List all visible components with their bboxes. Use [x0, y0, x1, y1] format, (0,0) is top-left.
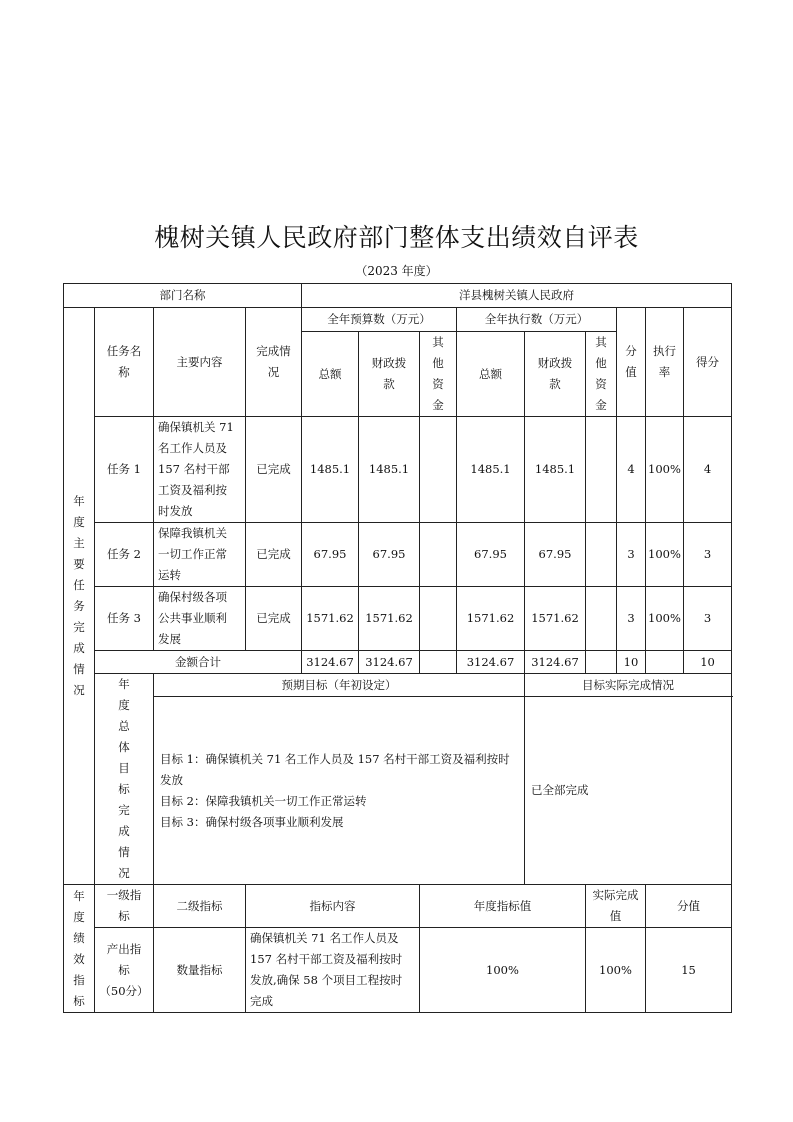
header-exec-other: 其 他 资 金	[586, 332, 617, 417]
header-budget-total: 总额	[302, 332, 359, 417]
header-annual-value: 年度指标值	[420, 885, 586, 928]
task-exec-other	[586, 587, 617, 651]
task-status: 已完成	[246, 417, 302, 523]
task-content: 确保镇机关 71 名工作人员及 157 名村干部 工资及福利按 时发放	[154, 417, 246, 523]
task-rate: 100%	[646, 523, 684, 587]
task-name: 任务 2	[95, 523, 154, 587]
task-points: 4	[617, 417, 646, 523]
task-score: 3	[684, 523, 732, 587]
task-budget-other	[420, 417, 457, 523]
header-exec-fiscal: 财政拨 款	[525, 332, 586, 417]
section-goals-label: 年 度 总 体 目 标 完 成 情 况	[95, 674, 154, 885]
totals-budget-fiscal: 3124.67	[359, 651, 420, 674]
task-score: 4	[684, 417, 732, 523]
task-content: 保障我镇机关 一切工作正常 运转	[154, 523, 246, 587]
task-budget-fiscal: 67.95	[359, 523, 420, 587]
indicator-level2: 数量指标	[154, 928, 246, 1013]
totals-rate	[646, 651, 684, 674]
year-label: （2023 年度）	[355, 264, 438, 278]
totals-budget-total: 3124.67	[302, 651, 359, 674]
header-exec-rate: 执行 率	[646, 308, 684, 417]
header-completion: 完成情 况	[246, 308, 302, 417]
task-row	[64, 523, 732, 587]
totals-exec-fiscal: 3124.67	[525, 651, 586, 674]
header-score-value: 分 值	[617, 308, 646, 417]
task-row	[64, 417, 732, 523]
dept-row	[64, 284, 732, 308]
indicators-header-row	[64, 885, 732, 928]
task-name: 任务 3	[95, 587, 154, 651]
header-budget-other: 其 他 资 金	[420, 332, 457, 417]
indicator-row	[64, 928, 732, 1013]
task-exec-total: 1571.62	[457, 587, 525, 651]
evaluation-table	[63, 283, 732, 1013]
header-budget-fiscal: 财政拨 款	[359, 332, 420, 417]
header-level2: 二级指标	[154, 885, 246, 928]
task-points: 3	[617, 523, 646, 587]
task-budget-total: 1485.1	[302, 417, 359, 523]
task-exec-other	[586, 417, 617, 523]
task-budget-fiscal: 1485.1	[359, 417, 420, 523]
indicator-actual-value: 100%	[586, 928, 646, 1013]
totals-score: 10	[684, 651, 732, 674]
dept-value: 洋县槐树关镇人民政府	[302, 284, 732, 308]
task-budget-total: 1571.62	[302, 587, 359, 651]
task-budget-fiscal: 1571.62	[359, 587, 420, 651]
goals-expected-text: 目标 1：确保镇机关 71 名工作人员及 157 名村干部工资及福利按时 发放 目标 2：保障我镇机关一切工作正常运转 目标 3：确保村级各项事业顺利发展	[154, 697, 525, 885]
header-indicator-content: 指标内容	[246, 885, 420, 928]
section-indicators-label: 年 度 绩 效 指 标	[64, 885, 95, 1013]
goals-header-row	[64, 674, 732, 697]
totals-label: 金额合计	[95, 651, 302, 674]
task-rate: 100%	[646, 417, 684, 523]
section-tasks-label: 年 度 主 要 任 务 完 成 情 况	[64, 308, 95, 885]
totals-exec-other	[586, 651, 617, 674]
task-budget-other	[420, 523, 457, 587]
task-exec-total: 1485.1	[457, 417, 525, 523]
dept-label: 部门名称	[64, 284, 302, 308]
task-name: 任务 1	[95, 417, 154, 523]
totals-exec-total: 3124.67	[457, 651, 525, 674]
header-actual-value: 实际完成值	[586, 885, 646, 928]
totals-budget-other	[420, 651, 457, 674]
task-status: 已完成	[246, 523, 302, 587]
totals-points: 10	[617, 651, 646, 674]
task-exec-fiscal: 1485.1	[525, 417, 586, 523]
header-indicator-points: 分值	[646, 885, 732, 928]
task-points: 3	[617, 587, 646, 651]
task-budget-other	[420, 587, 457, 651]
goals-content-row	[64, 697, 732, 885]
task-exec-other	[586, 523, 617, 587]
header-budget-group: 全年预算数（万元）	[302, 308, 457, 332]
task-rate: 100%	[646, 587, 684, 651]
task-budget-total: 67.95	[302, 523, 359, 587]
totals-row	[64, 651, 732, 674]
task-row	[64, 587, 732, 651]
indicator-level1: 产出指 标 （50分）	[95, 928, 154, 1013]
indicator-annual-value: 100%	[420, 928, 586, 1013]
header-score: 得分	[684, 308, 732, 417]
task-exec-fiscal: 1571.62	[525, 587, 586, 651]
header-level1: 一级指 标	[95, 885, 154, 928]
task-score: 3	[684, 587, 732, 651]
header-task-name: 任务名 称	[95, 308, 154, 417]
task-status: 已完成	[246, 587, 302, 651]
task-exec-total: 67.95	[457, 523, 525, 587]
task-header-row-1	[64, 308, 732, 332]
indicator-points: 15	[646, 928, 732, 1013]
header-exec-group: 全年执行数（万元）	[457, 308, 617, 332]
header-exec-total: 总额	[457, 332, 525, 417]
goals-actual-header: 目标实际完成情况	[525, 674, 732, 697]
page-title: 槐树关镇人民政府部门整体支出绩效自评表	[154, 223, 639, 252]
goals-expected-header: 预期目标（年初设定）	[154, 674, 525, 697]
indicator-content: 确保镇机关 71 名工作人员及 157 名村干部工资及福利按时 发放,确保 58 个项目工程按时 完成	[246, 928, 420, 1013]
task-exec-fiscal: 67.95	[525, 523, 586, 587]
task-content: 确保村级各项 公共事业顺利 发展	[154, 587, 246, 651]
goals-actual-text: 已全部完成	[525, 697, 732, 885]
header-main-content: 主要内容	[154, 308, 246, 417]
